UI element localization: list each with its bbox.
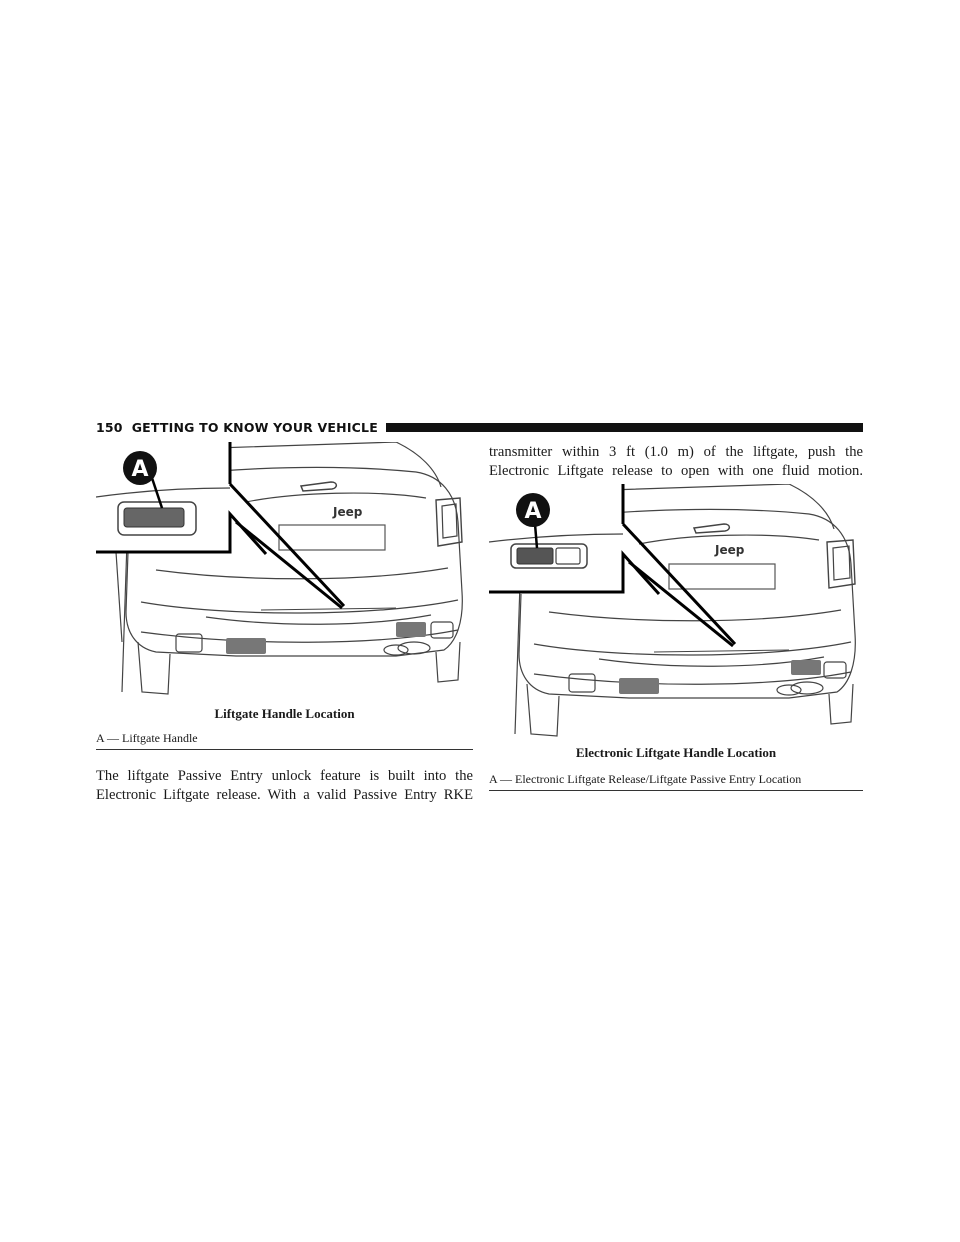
vehicle-rear-illustration bbox=[489, 484, 863, 742]
figure-legend: A — Electronic Liftgate Release/Liftgate Passive Entry Location bbox=[489, 772, 863, 791]
figure-caption: Liftgate Handle Location bbox=[214, 706, 355, 721]
text-line: Electronic Liftgate release. With a valid Passive Entry RKE bbox=[96, 787, 473, 803]
figure-legend: A — Liftgate Handle bbox=[96, 731, 473, 750]
body-paragraph bbox=[96, 767, 473, 805]
figure-electronic-liftgate-handle bbox=[489, 484, 863, 742]
callout-letter: A bbox=[524, 499, 542, 524]
figure-caption: Electronic Liftgate Handle Location bbox=[575, 745, 777, 760]
section-title: GETTING TO KNOW YOUR VEHICLE bbox=[131, 419, 378, 435]
text-line: transmitter within 3 ft (1.0 m) of the liftgate, push the bbox=[489, 444, 863, 460]
callout-letter: A bbox=[131, 457, 149, 482]
header-rule bbox=[386, 423, 863, 432]
text-line: The liftgate Passive Entry unlock feature is built into the bbox=[96, 768, 473, 784]
text-line: Electronic Liftgate release to open with one fluid motion. bbox=[489, 463, 863, 479]
body-paragraph-continued bbox=[489, 443, 863, 481]
jeep-badge: Jeep bbox=[715, 543, 745, 557]
jeep-badge: Jeep bbox=[333, 505, 363, 519]
vehicle-rear-illustration bbox=[96, 442, 473, 702]
page-header bbox=[96, 418, 863, 436]
figure-liftgate-handle bbox=[96, 442, 473, 702]
page-number: 150 bbox=[96, 419, 123, 435]
